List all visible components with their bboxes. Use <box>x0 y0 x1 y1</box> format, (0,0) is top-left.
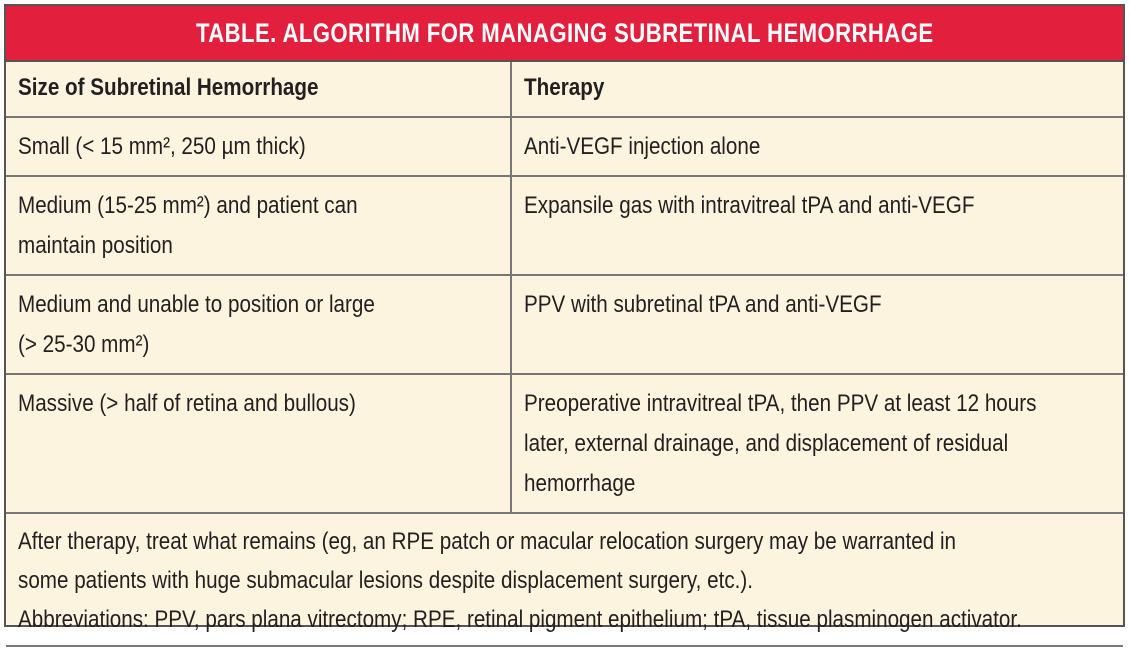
therapy-line: hemorrhage <box>524 470 636 497</box>
therapy-cell <box>511 275 1123 374</box>
table-title: TABLE. ALGORITHM FOR MANAGING SUBRETINAL HEMORRHAGE <box>195 17 934 48</box>
algorithm-table <box>4 4 1125 633</box>
size-line: maintain position <box>18 232 173 259</box>
therapy-line: Anti-VEGF injection alone <box>524 133 761 160</box>
size-line: Medium and unable to position or large <box>18 291 375 318</box>
header-row <box>6 62 1123 117</box>
therapy-line: Preoperative intravitreal tPA, then PPV at least 12 hours <box>524 390 1037 417</box>
therapy-line: Expansile gas with intravitreal tPA and anti-VEGF <box>524 192 975 219</box>
therapy-cell <box>511 176 1123 275</box>
therapy-line: later, external drainage, and displacement of residual <box>524 430 1009 457</box>
table-row <box>6 374 1123 513</box>
size-cell <box>6 275 511 374</box>
footer-row <box>6 513 1123 646</box>
size-line: (> 25-30 mm²) <box>18 331 150 358</box>
table-title-bar <box>6 6 1123 62</box>
size-line: Small (< 15 mm², 250 µm thick) <box>18 133 306 160</box>
abbreviations-note: Abbreviations: PPV, pars plana vitrectomy; RPE, retinal pigment epithelium; tPA, tissue plasminogen activator. <box>18 606 1022 633</box>
size-line: Massive (> half of retina and bullous) <box>18 390 356 417</box>
table-row <box>6 275 1123 374</box>
therapy-cell <box>511 374 1123 513</box>
footer-note-line: some patients with huge submacular lesions despite displacement surgery, etc.). <box>18 567 754 594</box>
table-row <box>6 176 1123 275</box>
table-row <box>6 117 1123 176</box>
footer-cell <box>6 513 1123 646</box>
header-therapy: Therapy <box>511 62 1123 117</box>
size-line: Medium (15-25 mm²) and patient can <box>18 192 358 219</box>
size-cell <box>6 374 511 513</box>
therapy-cell <box>511 117 1123 176</box>
header-size: Size of Subretinal Hemorrhage <box>6 62 511 117</box>
size-cell <box>6 176 511 275</box>
footer-note-line: After therapy, treat what remains (eg, an RPE patch or macular relocation surgery may be warranted in <box>18 528 957 555</box>
table-grid <box>6 62 1123 647</box>
therapy-line: PPV with subretinal tPA and anti-VEGF <box>524 291 882 318</box>
size-cell <box>6 117 511 176</box>
